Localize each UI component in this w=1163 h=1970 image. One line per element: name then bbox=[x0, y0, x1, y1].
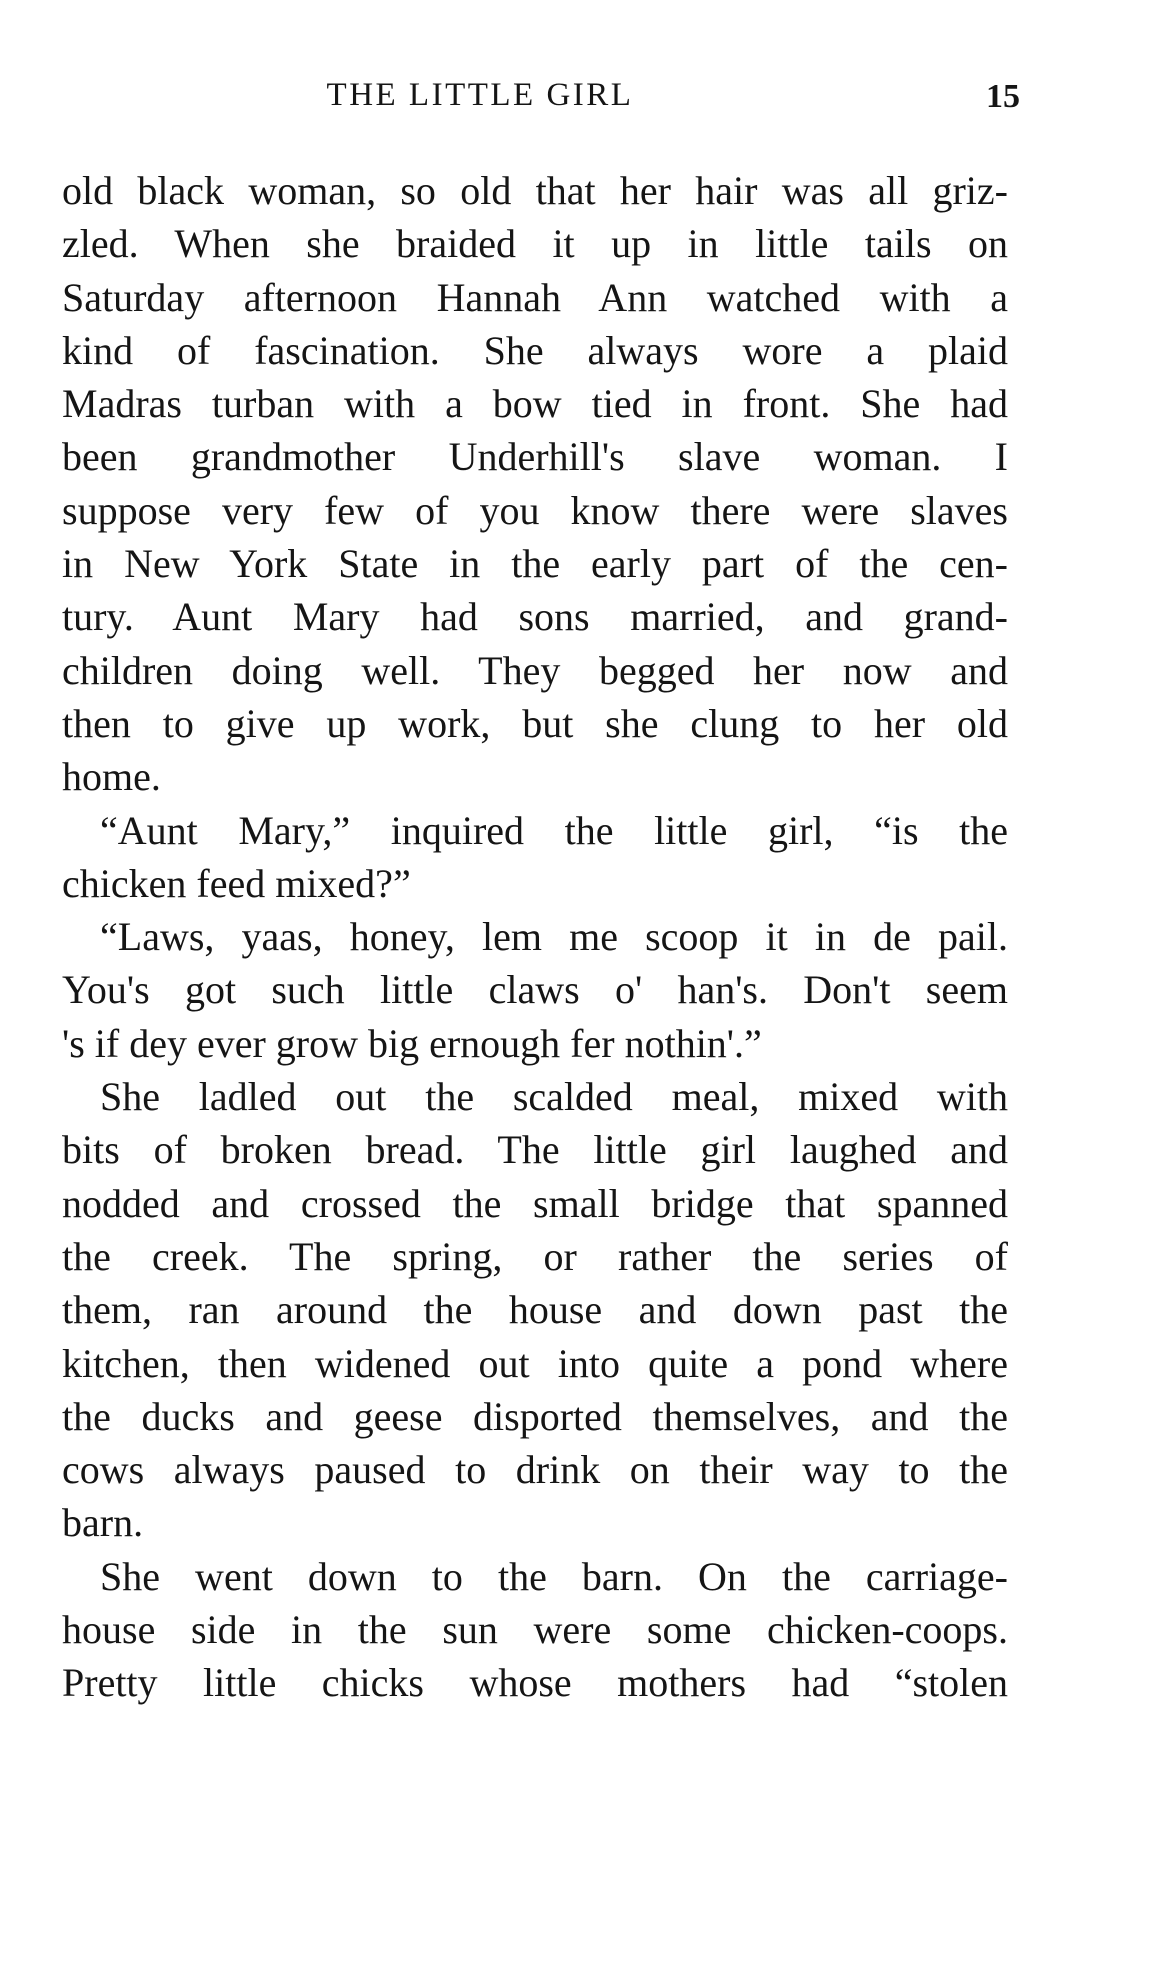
page-number: 15 bbox=[986, 78, 1020, 115]
text-line: old black woman, so old that her hair was all griz- bbox=[62, 168, 1008, 213]
text-line: house side in the sun were some chicken-coops. bbox=[62, 1607, 1008, 1653]
text-line: chicken feed mixed?” bbox=[62, 860, 411, 906]
paragraph bbox=[62, 164, 1008, 804]
paragraph bbox=[62, 910, 1008, 1070]
text-line: “Aunt Mary,” inquired the little girl, “is the bbox=[100, 807, 1008, 853]
text-line: 's if dey ever grow big ernough fer nothin'.” bbox=[62, 1020, 762, 1066]
text-line: suppose very few of you know there were slaves bbox=[62, 487, 1008, 533]
text-line: kind of fascination. She always wore a plaid bbox=[62, 327, 1008, 373]
text-line: kitchen, then widened out into quite a pond where bbox=[62, 1340, 1008, 1386]
text-line: in New York State in the early part of the cen- bbox=[62, 541, 1008, 587]
text-line: zled. When she braided it up in little tails on bbox=[62, 221, 1008, 267]
text-line: then to give up work, but she clung to her old bbox=[62, 700, 1008, 746]
text-line: barn. bbox=[62, 1500, 144, 1546]
text-line: bits of broken bread. The little girl laughed and bbox=[62, 1127, 1008, 1173]
text-line: nodded and crossed the small bridge that spanned bbox=[62, 1180, 1008, 1226]
paragraph bbox=[62, 1550, 1008, 1710]
paragraph bbox=[62, 804, 1008, 911]
text-line: children doing well. They begged her now and bbox=[62, 647, 1008, 693]
text-line: been grandmother Underhill's slave woman. I bbox=[62, 434, 1008, 480]
text-line: Pretty little chicks whose mothers had “stolen bbox=[62, 1660, 1008, 1706]
running-head bbox=[60, 70, 1020, 120]
text-line: She ladled out the scalded meal, mixed with bbox=[100, 1074, 1008, 1120]
running-title: THE LITTLE GIRL bbox=[326, 77, 634, 113]
text-line: home. bbox=[62, 754, 161, 800]
body-text bbox=[62, 164, 1008, 1710]
text-line: You's got such little claws o' han's. Don't seem bbox=[62, 967, 1008, 1013]
text-line: cows always paused to drink on their way to the bbox=[62, 1447, 1008, 1493]
text-line: tury. Aunt Mary had sons married, and grand- bbox=[62, 594, 1008, 640]
text-line: “Laws, yaas, honey, lem me scoop it in de pail. bbox=[100, 914, 1008, 960]
text-line: Saturday afternoon Hannah Ann watched with a bbox=[62, 274, 1008, 320]
text-line: them, ran around the house and down past the bbox=[62, 1287, 1008, 1333]
paragraph bbox=[62, 1070, 1008, 1550]
text-line: the creek. The spring, or rather the series of bbox=[62, 1233, 1008, 1279]
text-line: the ducks and geese disported themselves, and the bbox=[62, 1393, 1008, 1439]
text-line: Madras turban with a bow tied in front. She had bbox=[62, 381, 1008, 427]
text-line: She went down to the barn. On the carriage- bbox=[100, 1553, 1008, 1599]
